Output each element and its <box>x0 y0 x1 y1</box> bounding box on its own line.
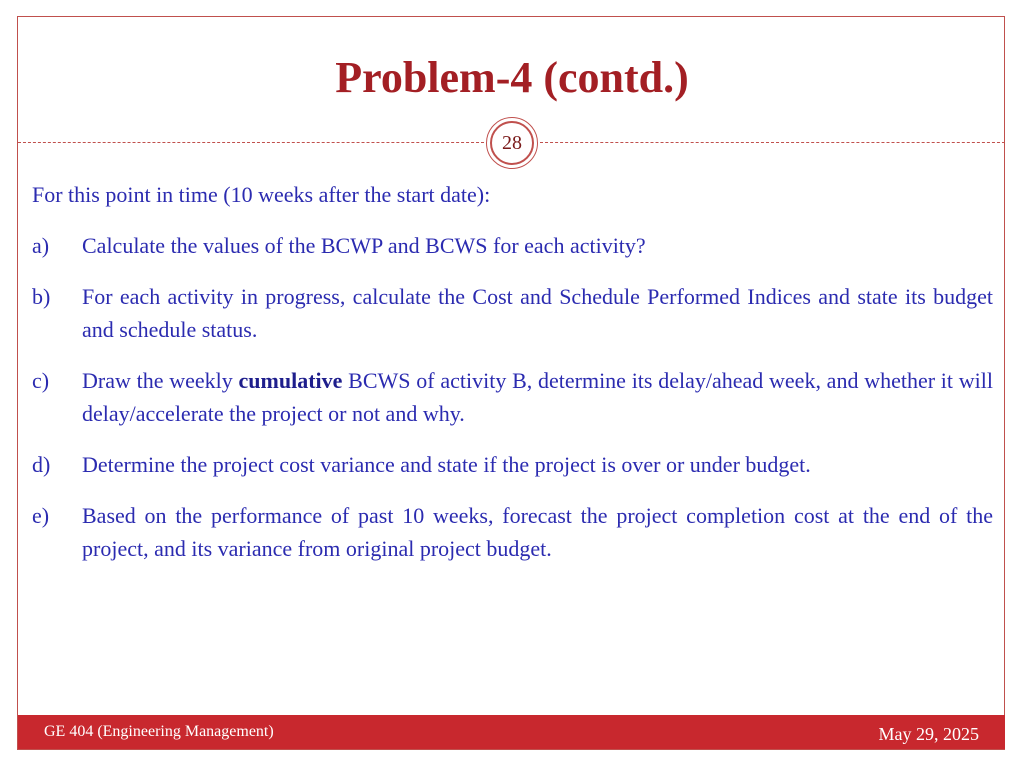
title-divider-right <box>540 142 1005 143</box>
page-number-badge <box>486 117 538 169</box>
list-marker: d) <box>32 452 51 477</box>
list-marker: c) <box>32 368 50 393</box>
list-marker: b) <box>32 284 51 309</box>
title-divider-left <box>18 142 484 143</box>
list-item-d <box>32 448 993 481</box>
slide-content <box>32 178 993 583</box>
list-item-a <box>32 229 993 262</box>
list-item-text-after: BCWS of activity B, determine its delay/ahead week, and whether it will delay/accelerate the project or not and why. <box>82 368 994 426</box>
list-item-b <box>32 280 993 346</box>
list-item-text-before: Draw the weekly <box>82 368 239 393</box>
footer-bar <box>18 715 1005 749</box>
footer-date: May 29, 2025 <box>878 724 979 744</box>
list-item-text: Determine the project cost variance and state if the project is over or under budget. <box>82 452 811 477</box>
list-marker: a) <box>32 233 50 258</box>
list-item-c <box>32 364 993 430</box>
list-item-text: For each activity in progress, calculate the Cost and Schedule Performed Indices and state its budget and schedule status. <box>82 284 993 342</box>
list-item-e <box>32 499 993 565</box>
list-item-text <box>82 364 993 430</box>
intro-text: For this point in time (10 weeks after the start date): <box>32 182 491 207</box>
slide-title: Problem-4 (contd.) <box>335 53 689 102</box>
page-number: 28 <box>490 121 534 165</box>
list-item-text: Based on the performance of past 10 weeks, forecast the project completion cost at the end of the project, and its variance from original project budget. <box>82 503 993 561</box>
footer-course: GE 404 (Engineering Management) <box>44 723 274 740</box>
emphasis-cumulative: cumulative <box>238 368 343 393</box>
list-marker: e) <box>32 503 50 528</box>
list-item-text: Calculate the values of the BCWP and BCWS for each activity? <box>82 233 646 258</box>
